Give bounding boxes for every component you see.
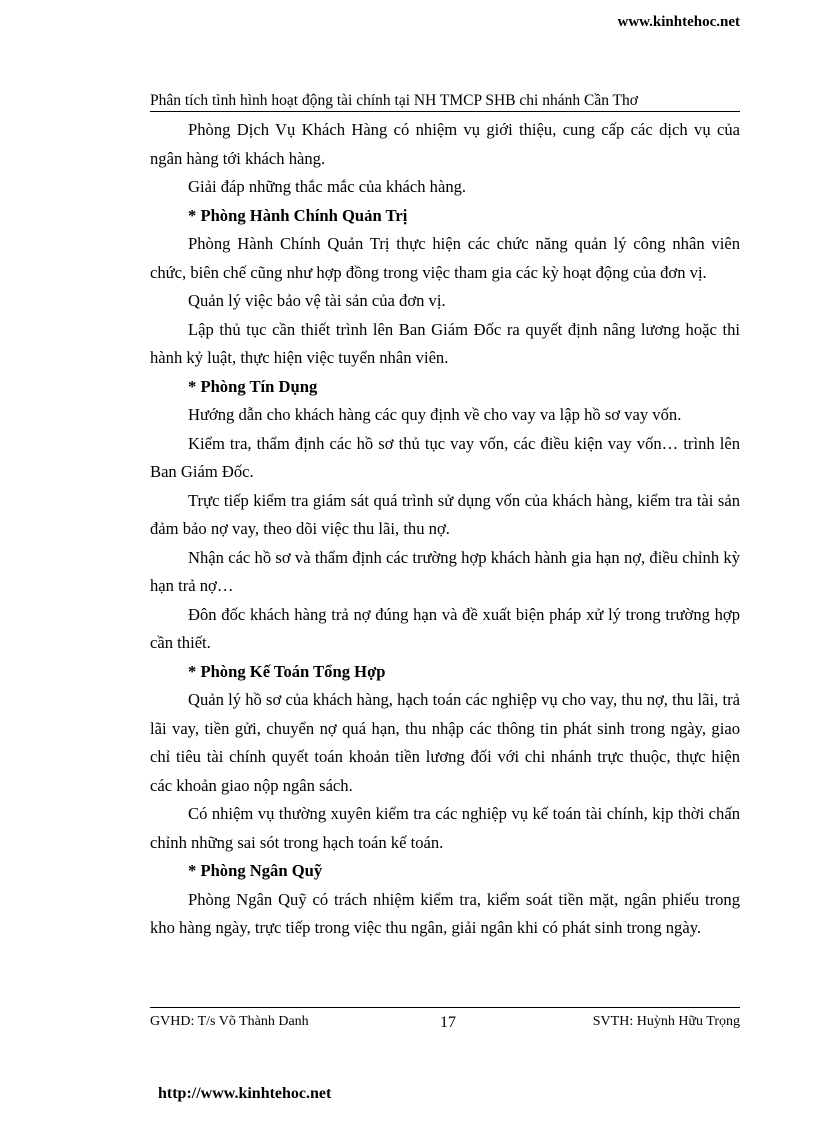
footer-divider bbox=[150, 1007, 740, 1008]
paragraph: Lập thủ tục cần thiết trình lên Ban Giám Đốc ra quyết định nâng lương hoặc thi hành kỷ luật, thực hiện việc tuyển nhân viên. bbox=[150, 319, 740, 367]
section-heading: * Phòng Hành Chính Quản Trị bbox=[188, 205, 408, 225]
paragraph: Trực tiếp kiểm tra giám sát quá trình sử dụng vốn của khách hàng, kiểm tra tài sản đảm bảo nợ vay, theo dõi việc thu lãi, thu nợ. bbox=[150, 490, 740, 538]
footer-advisor: GVHD: T/s Võ Thành Danh bbox=[150, 1014, 309, 1029]
paragraph: Giải đáp những thắc mắc của khách hàng. bbox=[188, 177, 467, 196]
paragraph: Quản lý việc bảo vệ tài sản của đơn vị. bbox=[188, 291, 446, 310]
document-body bbox=[150, 116, 740, 943]
site-url-top: www.kinhtehoc.net bbox=[617, 14, 740, 30]
paragraph: Nhận các hồ sơ và thẩm định các trường hợp khách hành gia hạn nợ, điều chỉnh kỳ hạn trả nợ… bbox=[150, 547, 740, 595]
page-number: 17 bbox=[440, 1014, 456, 1031]
paragraph: Phòng Ngân Quỹ có trách nhiệm kiểm tra, kiểm soát tiền mặt, ngân phiếu trong kho hàng ngày, trực tiếp trong việc thu ngân, giải ngân khi có phát sinh trong ngày. bbox=[150, 889, 740, 937]
section-heading: * Phòng Ngân Quỹ bbox=[188, 861, 323, 880]
paragraph: Kiểm tra, thẩm định các hồ sơ thủ tục vay vốn, các điều kiện vay vốn… trình lên Ban Giám Đốc. bbox=[150, 433, 740, 481]
section-heading: * Phòng Tín Dụng bbox=[188, 376, 318, 396]
page-footer bbox=[150, 1014, 740, 1034]
paragraph: Có nhiệm vụ thường xuyên kiểm tra các nghiệp vụ kế toán tài chính, kịp thời chấn chỉnh những sai sót trong hạch toán kế toán. bbox=[150, 804, 740, 852]
page-header: Phân tích tình hình hoạt động tài chính tại NH TMCP SHB chi nhánh Cần Thơ bbox=[150, 92, 740, 112]
footer-student: SVTH: Huỳnh Hữu Trọng bbox=[592, 1014, 740, 1029]
paragraph: Phòng Hành Chính Quản Trị thực hiện các chức năng quản lý công nhân viên chức, biên chế cũng như hợp đồng trong việc tham gia các kỳ hoạt động của đơn vị. bbox=[150, 234, 740, 282]
paragraph: Quản lý hồ sơ của khách hàng, hạch toán các nghiệp vụ cho vay, thu nợ, thu lãi, trả lãi vay, tiền gửi, chuyển nợ quá hạn, thu nhập các thông tin phát sinh trong ngày, giao chỉ tiêu tài chính quyết toán khoản tiền lương đối với chi nhánh trực thuộc, thực hiện các khoản giao nộp ngân sách. bbox=[150, 690, 740, 795]
paragraph: Hướng dẫn cho khách hàng các quy định về cho vay va lập hồ sơ vay vốn. bbox=[188, 405, 682, 424]
section-heading: * Phòng Kế Toán Tổng Hợp bbox=[188, 661, 386, 681]
paragraph: Phòng Dịch Vụ Khách Hàng có nhiệm vụ giới thiệu, cung cấp các dịch vụ của ngân hàng tới khách hàng. bbox=[150, 120, 740, 168]
paragraph: Đôn đốc khách hàng trả nợ đúng hạn và đề xuất biện pháp xử lý trong trường hợp cần thiết. bbox=[150, 604, 740, 652]
site-url-bottom[interactable]: http://www.kinhtehoc.net bbox=[158, 1085, 332, 1102]
